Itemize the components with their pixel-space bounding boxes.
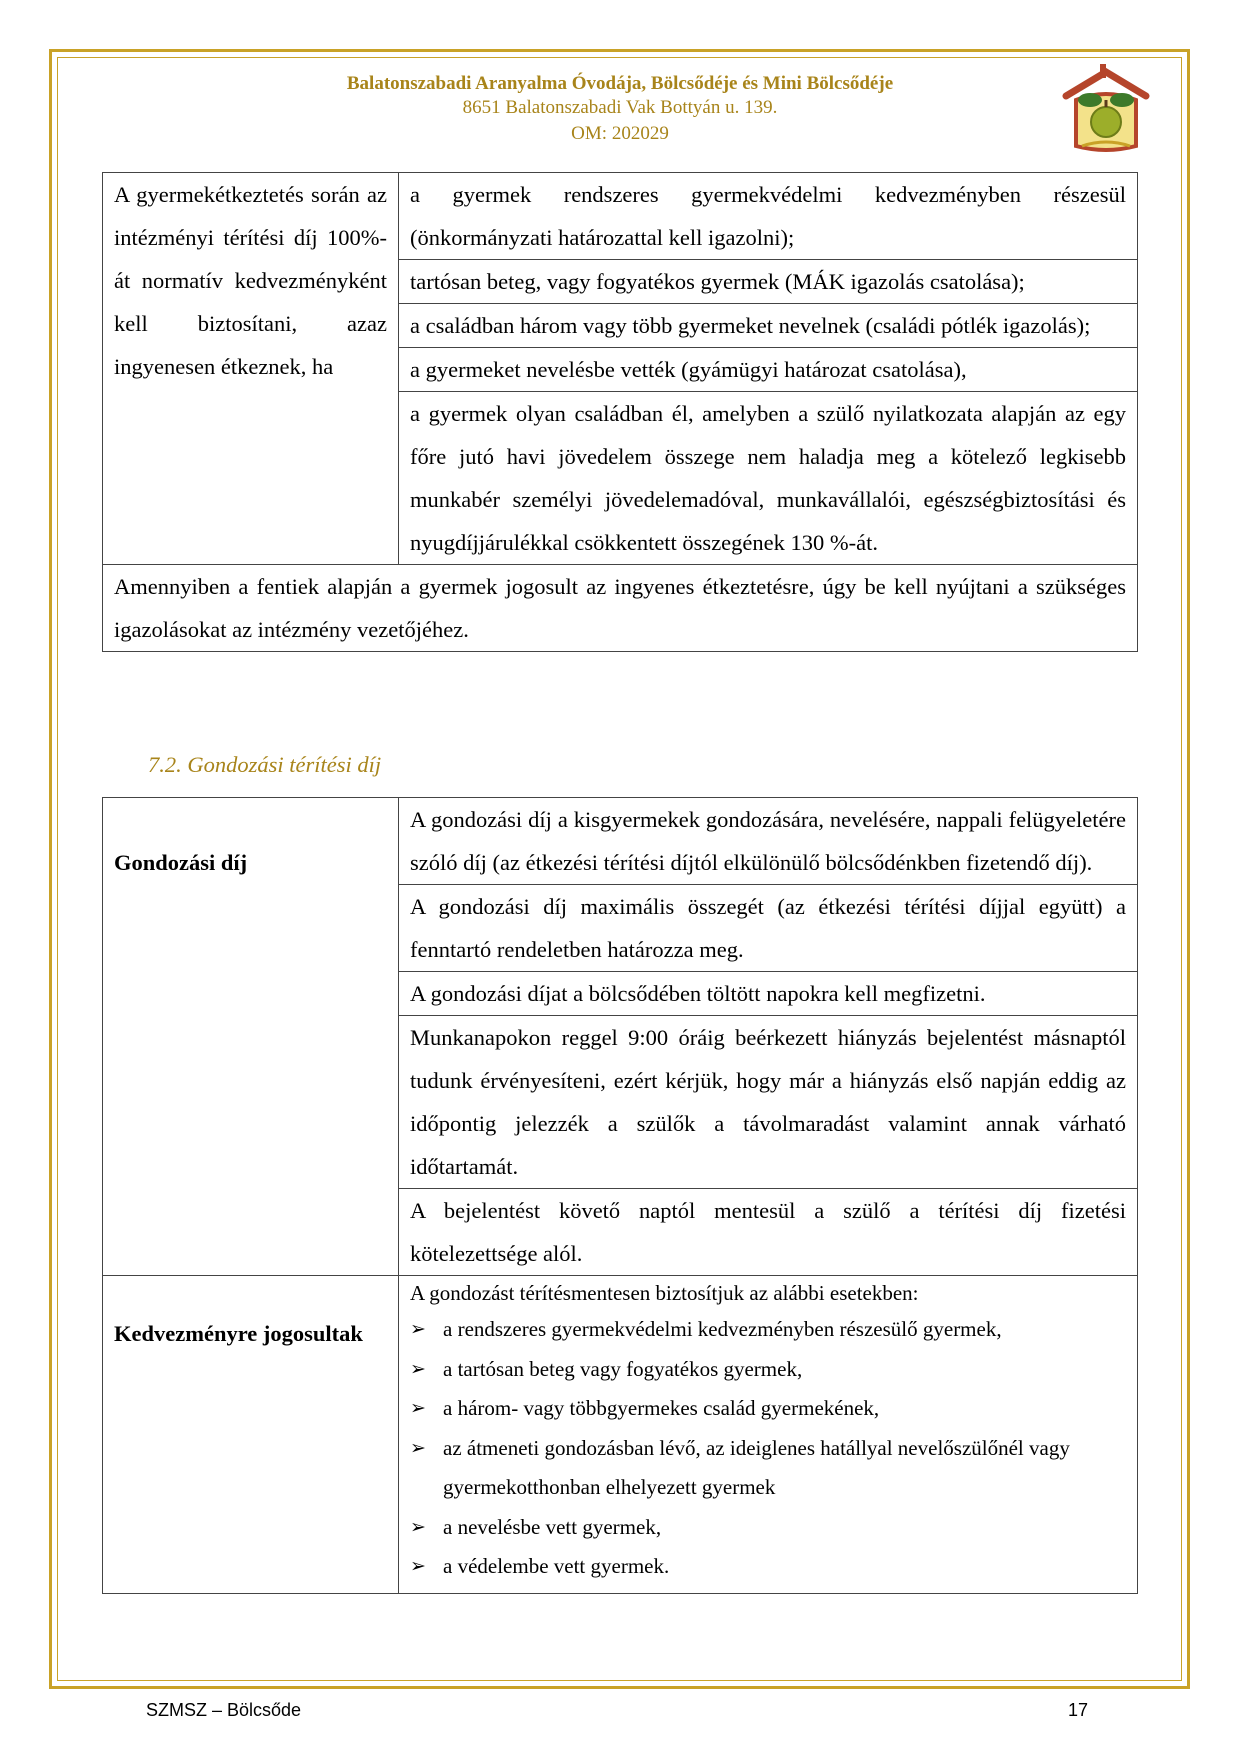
om-number: OM: 202029 [571, 123, 669, 144]
care-fee-rule: A bejelentést követő naptól mentesül a szülő a térítési díj fizetési kötelezettsége alól. [399, 1189, 1138, 1276]
institution-logo-icon [1060, 62, 1152, 156]
care-fee-rule: Munkanapokon reggel 9:00 óráig beérkezett hiányzás bejelentést másnaptól tudunk érvényesíteni, ezért kérjük, hogy már a hiányzás első napján eddig az időpontig jelezzék a szülők a távolmaradást valamint annak várható időtartamát. [399, 1016, 1138, 1189]
free-meals-criterion: tartósan beteg, vagy fogyatékos gyermek (MÁK igazolás csatolása); [399, 260, 1138, 304]
care-fee-rule: A gondozási díj a kisgyermekek gondozására, nevelésére, nappali felügyeletére szóló díj (az étkezési térítési díjtól elkülönülő bölcsődénkben fizetendő díj). [399, 798, 1138, 885]
free-meals-note: Amennyiben a fentiek alapján a gyermek jogosult az ingyenes étkeztetésre, úgy be kell nyújtani a szükséges igazolásokat az intézmény vezetőjéhez. [103, 565, 1138, 652]
free-meals-condition: A gyermekétkeztetés során az intézményi térítési díj 100%-át normatív kedvezményként kell biztosítani, azaz ingyenesen étkeznek, ha [103, 173, 399, 565]
free-meals-criterion: a családban három vagy több gyermeket nevelnek (családi pótlék igazolás); [399, 304, 1138, 348]
eligible-intro: A gondozást térítésmentesen biztosítjuk az alábbi esetekben: [410, 1281, 919, 1305]
list-item: ➢ a tartósan beteg vagy fogyatékos gyermek, [410, 1350, 1126, 1390]
list-item: ➢ a nevelésbe vett gyermek, [410, 1508, 1126, 1548]
footer-doc-name: SZMSZ – Bölcsőde [146, 1700, 302, 1720]
eligible-list [410, 1310, 1126, 1587]
list-item: ➢ a rendszeres gyermekvédelmi kedvezményben részesülő gyermek, [410, 1310, 1126, 1350]
care-fee-rule: A gondozási díj maximális összegét (az étkezési térítési díjjal együtt) a fenntartó rendeletben határozza meg. [399, 885, 1138, 972]
care-fee-label: Gondozási díj [114, 850, 248, 875]
care-fee-label-cell [103, 798, 399, 1276]
institution-address: 8651 Balatonszabadi Vak Bottyán u. 139. [462, 97, 778, 118]
free-meals-criterion: a gyermeket nevelésbe vették (gyámügyi határozat csatolása), [399, 348, 1138, 392]
list-item: ➢ a védelembe vett gyermek. [410, 1547, 1126, 1587]
document-header [120, 72, 1120, 148]
free-meals-table [102, 172, 1138, 652]
list-item: ➢ a három- vagy többgyermekes család gyermekének, [410, 1389, 1126, 1429]
list-item: ➢ az átmeneti gondozásban lévő, az ideiglenes hatállyal nevelőszülőnél vagy gyermekotthonban elhelyezett gyermek [410, 1429, 1126, 1508]
free-meals-criterion: a gyermek olyan családban él, amelyben a szülő nyilatkozata alapján az egy főre jutó havi jövedelem összege nem haladja meg a kötelező legkisebb munkabér személyi jövedelemadóval, munkavállalói, egészségbiztosítási és nyugdíjjárulékkal csökkentett összegének 130 %-át. [399, 392, 1138, 565]
free-meals-criterion: a gyermek rendszeres gyermekvédelmi kedvezményben részesül (önkormányzati határozattal kell igazolni); [399, 173, 1138, 260]
eligible-list-cell [399, 1276, 1138, 1594]
eligible-label-cell [103, 1276, 399, 1594]
page-number: 17 [1068, 1700, 1089, 1720]
section-heading: 7.2. Gondozási térítési díj [148, 752, 382, 777]
care-fee-rule: A gondozási díjat a bölcsődében töltött napokra kell megfizetni. [399, 972, 1138, 1016]
care-fee-table [102, 797, 1138, 1594]
institution-name: Balatonszabadi Aranyalma Óvodája, Bölcsődéje és Mini Bölcsődéje [346, 73, 894, 94]
eligible-label: Kedvezményre jogosultak [114, 1321, 363, 1346]
